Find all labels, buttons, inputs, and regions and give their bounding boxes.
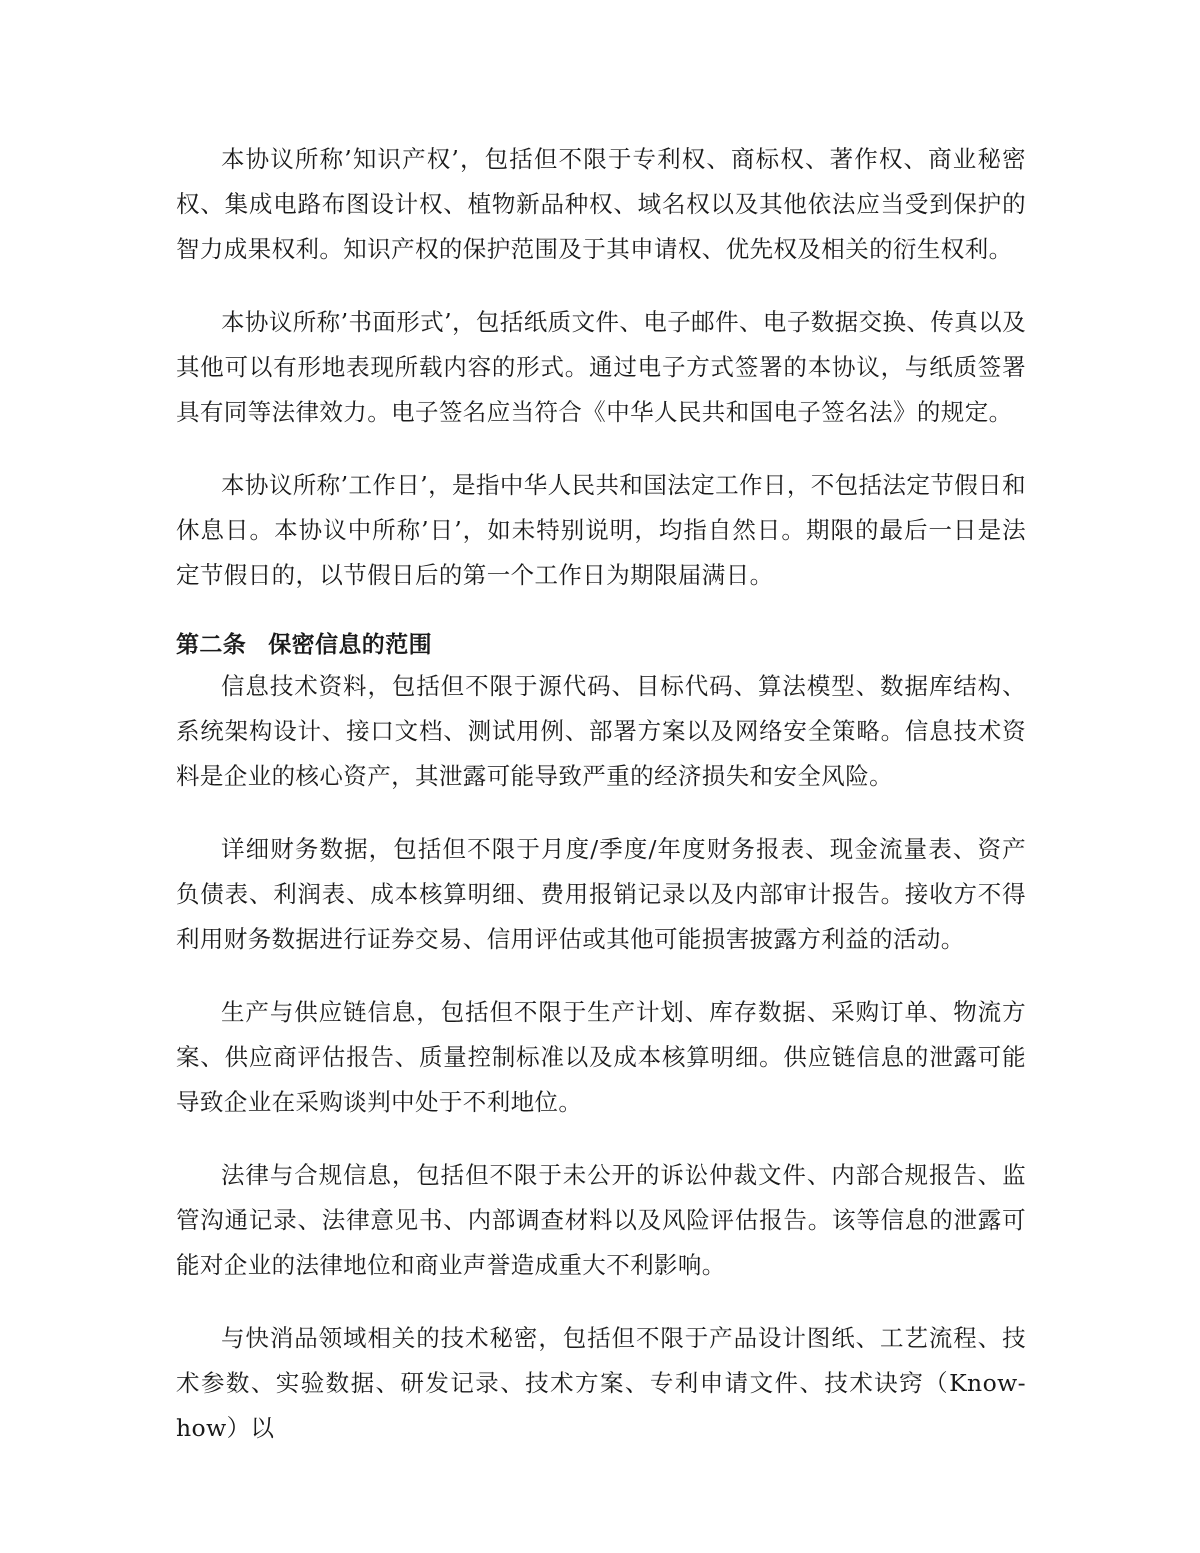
paragraph-technical-secrets: 与快消品领域相关的技术秘密，包括但不限于产品设计图纸、工艺流程、技术参数、实验数据、研发记录、技术方案、专利申请文件、技术诀窍（Know-how）以 — [176, 1324, 1026, 1442]
article-number: 第二条 — [176, 632, 247, 658]
paragraph-it-materials: 信息技术资料，包括但不限于源代码、目标代码、算法模型、数据库结构、系统架构设计、接口文档、测试用例、部署方案以及网络安全策略。信息技术资料是企业的核心资产，其泄露可能导致严重的经济损失和安全风险。 — [176, 672, 1026, 790]
paragraph-legal-compliance: 法律与合规信息，包括但不限于未公开的诉讼仲裁文件、内部合规报告、监管沟通记录、法律意见书、内部调查材料以及风险评估报告。该等信息的泄露可能对企业的法律地位和商业声誉造成重大不利影响。 — [176, 1161, 1026, 1279]
paragraph-financial-data: 详细财务数据，包括但不限于月度/季度/年度财务报表、现金流量表、资产负债表、利润表、成本核算明细、费用报销记录以及内部审计报告。接收方不得利用财务数据进行证券交易、信用评估或其他可能损害披露方利益的活动。 — [176, 835, 1026, 953]
paragraph-supply-chain: 生产与供应链信息，包括但不限于生产计划、库存数据、采购订单、物流方案、供应商评估报告、质量控制标准以及成本核算明细。供应链信息的泄露可能导致企业在采购谈判中处于不利地位。 — [176, 998, 1026, 1116]
paragraph-ip-definition: 本协议所称’知识产权’，包括但不限于专利权、商标权、著作权、商业秘密权、集成电路布图设计权、植物新品种权、域名权以及其他依法应当受到保护的智力成果权利。知识产权的保护范围及于其申请权、优先权及相关的衍生权利。 — [176, 145, 1026, 263]
paragraph-written-form-definition: 本协议所称’书面形式’，包括纸质文件、电子邮件、电子数据交换、传真以及其他可以有形地表现所载内容的形式。通过电子方式签署的本协议，与纸质签署具有同等法律效力。电子签名应当符合《中华人民共和国电子签名法》的规定。 — [176, 308, 1026, 426]
document-body — [176, 137, 1026, 1451]
section-heading-article-2 — [176, 626, 1026, 664]
article-title: 保密信息的范围 — [268, 632, 433, 658]
paragraph-working-day-definition: 本协议所称’工作日’，是指中华人民共和国法定工作日，不包括法定节假日和休息日。本协议中所称’日’，如未特别说明，均指自然日。期限的最后一日是法定节假日的，以节假日后的第一个工作日为期限届满日。 — [176, 471, 1026, 589]
